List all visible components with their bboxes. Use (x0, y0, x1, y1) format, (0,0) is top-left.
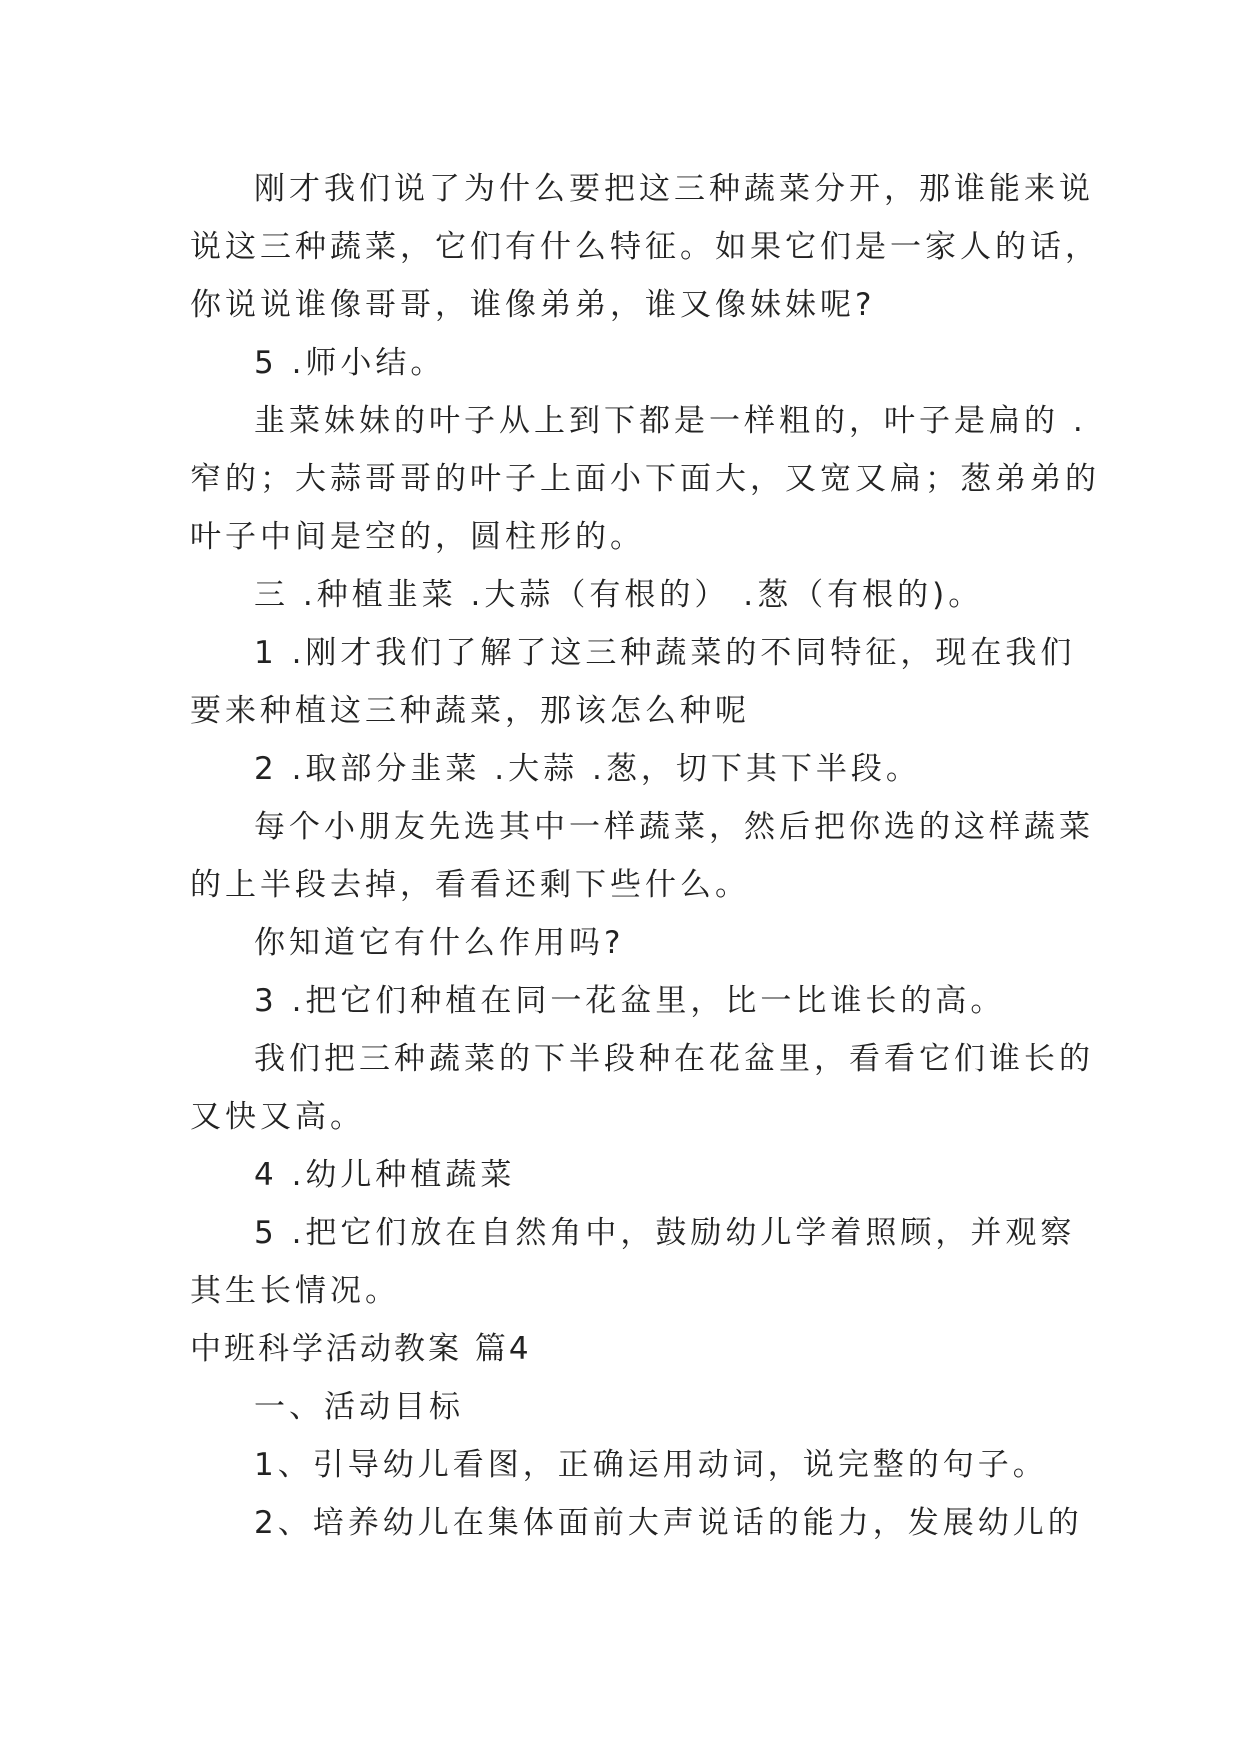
paragraph-line: 你说说谁像哥哥，谁像弟弟，谁又像妹妹呢? (190, 287, 876, 323)
paragraph-line: 5 .师小结。 (254, 345, 446, 381)
paragraph-line: 一、活动目标 (254, 1389, 464, 1425)
section-heading: 中班科学活动教案 篇4 (190, 1331, 532, 1367)
paragraph-line: 2、培养幼儿在集体面前大声说话的能力，发展幼儿的 (254, 1505, 1083, 1541)
paragraph-line: 3 .把它们种植在同一花盆里，比一比谁长的高。 (254, 983, 1006, 1019)
paragraph-line: 其生长情况。 (190, 1273, 400, 1309)
paragraph-line: 又快又高。 (190, 1099, 365, 1135)
paragraph-line: 每个小朋友先选其中一样蔬菜，然后把你选的这样蔬菜 (254, 809, 1094, 845)
paragraph-line: 你知道它有什么作用吗? (254, 925, 625, 961)
paragraph-line: 2 .取部分韭菜 .大蒜 .葱，切下其下半段。 (254, 751, 921, 787)
paragraph-line: 刚才我们说了为什么要把这三种蔬菜分开，那谁能来说 (254, 171, 1094, 207)
paragraph-line: 窄的；大蒜哥哥的叶子上面小下面大，又宽又扁；葱弟弟的 (190, 461, 1100, 497)
paragraph-line: 叶子中间是空的，圆柱形的。 (190, 519, 645, 555)
paragraph-line: 1 .刚才我们了解了这三种蔬菜的不同特征，现在我们 (254, 635, 1076, 671)
paragraph-line: 我们把三种蔬菜的下半段种在花盆里，看看它们谁长的 (254, 1041, 1094, 1077)
paragraph-line: 说这三种蔬菜，它们有什么特征。如果它们是一家人的话， (190, 229, 1100, 265)
paragraph-line: 三 .种植韭菜 .大蒜（有根的） .葱（有根的)。 (254, 577, 984, 613)
paragraph-line: 1、引导幼儿看图，正确运用动词，说完整的句子。 (254, 1447, 1048, 1483)
paragraph-line: 韭菜妹妹的叶子从上到下都是一样粗的，叶子是扁的 . (254, 403, 1087, 439)
paragraph-line: 5 .把它们放在自然角中，鼓励幼儿学着照顾，并观察 (254, 1215, 1076, 1251)
document-body (190, 160, 1100, 1552)
paragraph-line: 要来种植这三种蔬菜，那该怎么种呢 (190, 693, 750, 729)
paragraph-line: 的上半段去掉，看看还剩下些什么。 (190, 867, 750, 903)
paragraph-line: 4 .幼儿种植蔬菜 (254, 1157, 516, 1193)
